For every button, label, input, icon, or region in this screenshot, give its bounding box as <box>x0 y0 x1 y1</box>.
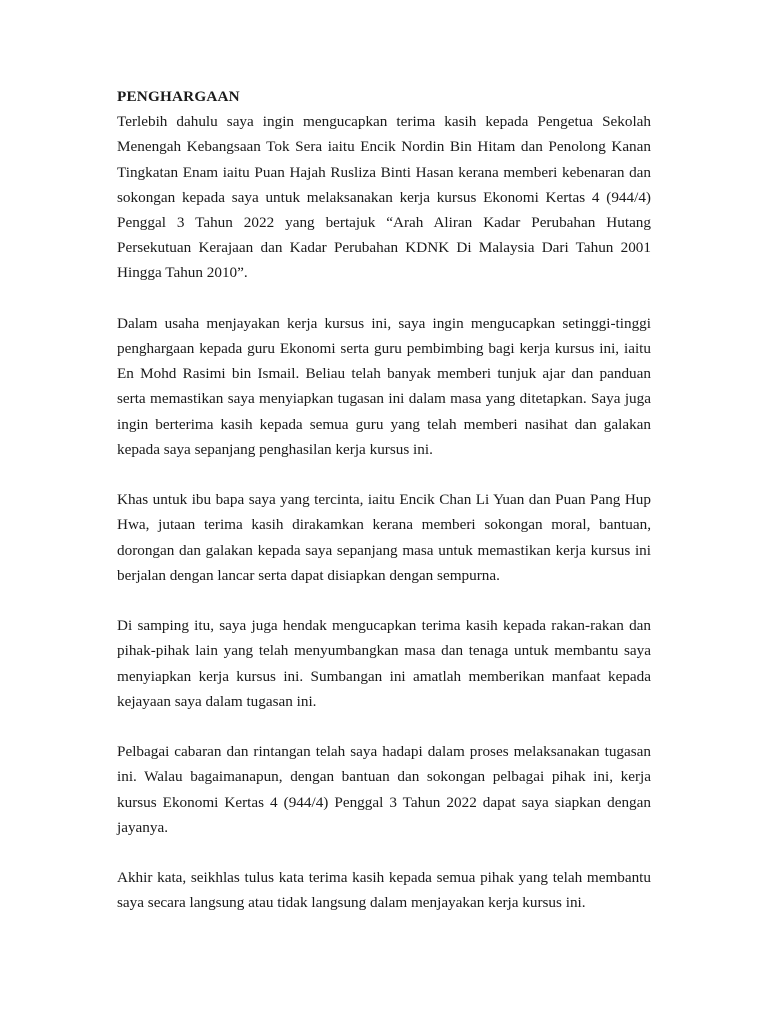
paragraph-2: Dalam usaha menjayakan kerja kursus ini, saya ingin mengucapkan setinggi-tinggi penghargaan kepada guru Ekonomi serta guru pembimbing bagi kerja kursus ini, iaitu En Mohd Rasimi bin Ismail. Beliau telah banyak memberi tunjuk ajar dan panduan serta memastikan saya menyiapkan tugasan ini dalam masa yang ditetapkan. Saya juga ingin berterima kasih kepada semua guru yang telah memberi nasihat dan galakan kepada saya sepanjang penghasilan kerja kursus ini. <box>117 314 651 458</box>
page-title: PENGHARGAAN <box>117 88 240 105</box>
paragraph-1: Terlebih dahulu saya ingin mengucapkan terima kasih kepada Pengetua Sekolah Menengah Kebangsaan Tok Sera iaitu Encik Nordin Bin Hitam dan Penolong Kanan Tingkatan Enam iaitu Puan Hajah Rusliza Binti Hasan kerana memberi kebenaran dan sokongan kepada saya untuk melaksanakan kerja kursus Ekonomi Kertas 4 (944/4) Penggal 3 Tahun 2022 yang bertajuk “Arah Aliran Kadar Perubahan Hutang Persekutuan Kerajaan dan Kadar Perubahan KDNK Di Malaysia Dari Tahun 2001 Hingga Tahun 2010”. <box>117 113 651 282</box>
document-body <box>117 84 651 941</box>
paragraph-3: Khas untuk ibu bapa saya yang tercinta, iaitu Encik Chan Li Yuan dan Puan Pang Hup Hwa, jutaan terima kasih dirakamkan kerana memberi sokongan moral, bantuan, dorongan dan galakan kepada saya sepanjang masa untuk memastikan kerja kursus ini berjalan dengan lancar serta dapat disiapkan dengan sempurna. <box>117 491 651 584</box>
paragraph-6: Akhir kata, seikhlas tulus kata terima kasih kepada semua pihak yang telah membantu saya secara langsung atau tidak langsung dalam menjayakan kerja kursus ini. <box>117 869 651 912</box>
paragraph-4: Di samping itu, saya juga hendak mengucapkan terima kasih kepada rakan-rakan dan pihak-pihak lain yang telah menyumbangkan masa dan tenaga untuk membantu saya menyiapkan kerja kursus ini. Sumbangan ini amatlah memberikan manfaat kepada kejayaan saya dalam tugasan ini. <box>117 617 651 710</box>
paragraph-5: Pelbagai cabaran dan rintangan telah saya hadapi dalam proses melaksanakan tugasan ini. Walau bagaimanapun, dengan bantuan dan sokongan pelbagai pihak ini, kerja kursus Ekonomi Kertas 4 (944/4) Penggal 3 Tahun 2022 dapat saya siapkan dengan jayanya. <box>117 743 651 836</box>
